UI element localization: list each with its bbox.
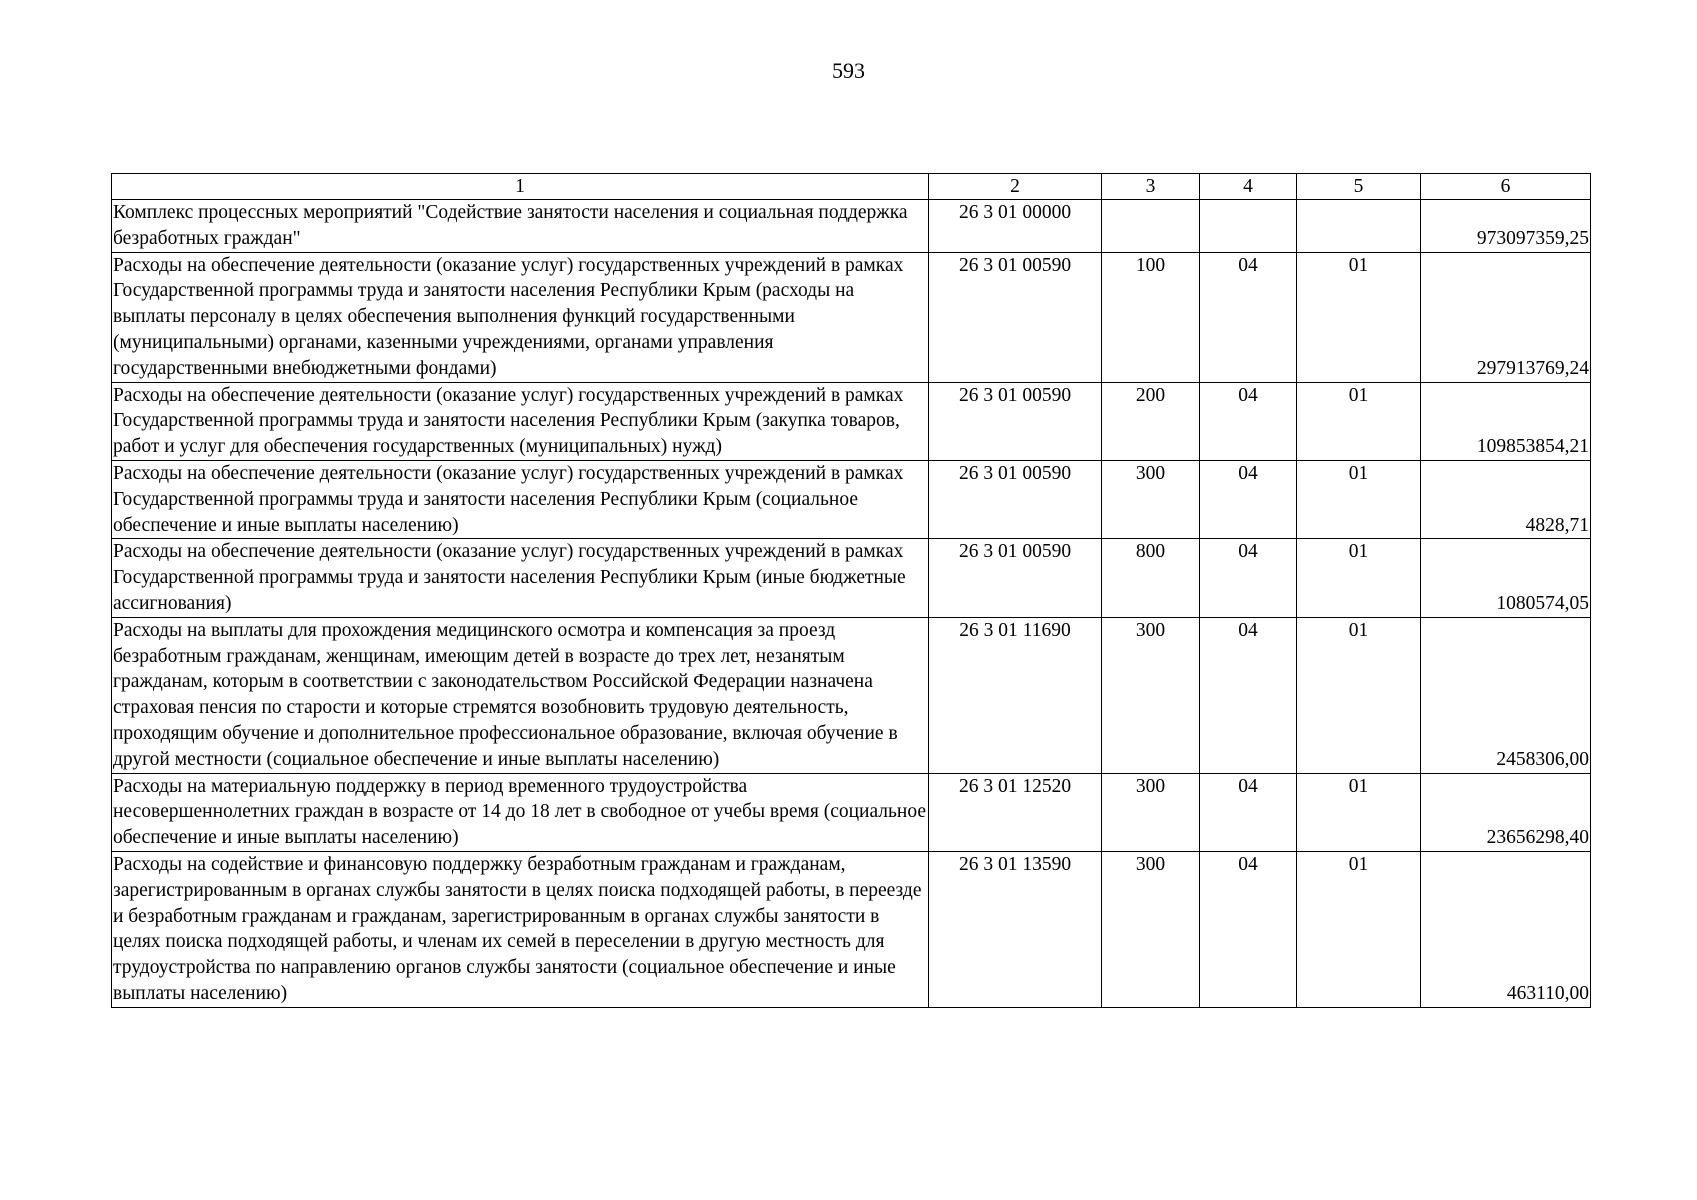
row-name-cell: Расходы на материальную поддержку в период временного трудоустройства несовершеннолетних граждан в возрасте от 14 до 18 лет в свободное от учебы время (социальное обеспечение и иные выплаты населению) — [112, 773, 929, 851]
row-amount-cell: 297913769,24 — [1421, 252, 1591, 382]
row-expense-type-cell: 100 — [1102, 252, 1200, 382]
row-section-cell: 04 — [1200, 539, 1297, 617]
row-code-cell: 26 3 01 00590 — [929, 460, 1102, 538]
table-row — [112, 851, 1591, 1007]
header-cell-6: 6 — [1421, 174, 1591, 200]
row-section-cell — [1200, 200, 1297, 253]
row-amount-cell: 109853854,21 — [1421, 382, 1591, 460]
row-name-cell: Расходы на обеспечение деятельности (оказание услуг) государственных учреждений в рамках Государственной программы труда и занятости населения Республики Крым (социальное обеспечение и иные выплаты населению) — [112, 460, 929, 538]
row-expense-type-cell: 300 — [1102, 460, 1200, 538]
row-name-cell: Расходы на обеспечение деятельности (оказание услуг) государственных учреждений в рамках Государственной программы труда и занятости населения Республики Крым (иные бюджетные ассигнования) — [112, 539, 929, 617]
row-section-cell: 04 — [1200, 773, 1297, 851]
row-subsection-cell: 01 — [1297, 539, 1421, 617]
row-amount-cell: 4828,71 — [1421, 460, 1591, 538]
row-code-cell: 26 3 01 12520 — [929, 773, 1102, 851]
row-subsection-cell: 01 — [1297, 773, 1421, 851]
table-header-row — [112, 174, 1591, 200]
table-row — [112, 617, 1591, 773]
table-body — [112, 174, 1591, 1008]
row-section-cell: 04 — [1200, 460, 1297, 538]
table-row — [112, 773, 1591, 851]
row-subsection-cell: 01 — [1297, 382, 1421, 460]
table-row — [112, 252, 1591, 382]
row-subsection-cell: 01 — [1297, 617, 1421, 773]
row-name-cell: Расходы на выплаты для прохождения медицинского осмотра и компенсация за проезд безработным гражданам, женщинам, имеющим детей в возрасте до трех лет, незанятым гражданам, которым в соответствии с законодательством Российской Федерации назначена страховая пенсия по старости и которые стремятся возобновить трудовую деятельность, проходящим обучение и дополнительное профессиональное образование, включая обучение в другой местности (социальное обеспечение и иные выплаты населению) — [112, 617, 929, 773]
row-name-cell: Расходы на обеспечение деятельности (оказание услуг) государственных учреждений в рамках Государственной программы труда и занятости населения Республики Крым (закупка товаров, работ и услуг для обеспечения государственных (муниципальных) нужд) — [112, 382, 929, 460]
row-code-cell: 26 3 01 00000 — [929, 200, 1102, 253]
row-code-cell: 26 3 01 00590 — [929, 539, 1102, 617]
row-subsection-cell: 01 — [1297, 252, 1421, 382]
row-code-cell: 26 3 01 00590 — [929, 252, 1102, 382]
row-expense-type-cell: 300 — [1102, 617, 1200, 773]
row-subsection-cell — [1297, 200, 1421, 253]
header-cell-2: 2 — [929, 174, 1102, 200]
page-number: 593 — [832, 58, 865, 83]
header-cell-4: 4 — [1200, 174, 1297, 200]
row-amount-cell: 2458306,00 — [1421, 617, 1591, 773]
row-code-cell: 26 3 01 11690 — [929, 617, 1102, 773]
table-row — [112, 460, 1591, 538]
row-expense-type-cell — [1102, 200, 1200, 253]
row-name-cell: Расходы на содействие и финансовую поддержку безработным гражданам и гражданам, зарегистрированным в органах службы занятости в целях поиска подходящей работы, в переезде и безработным гражданам и гражданам, зарегистрированным в органах службы занятости в целях поиска подходящей работы, и членам их семей в переселении в другую местность для трудоустройства по направлению органов службы занятости (социальное обеспечение и иные выплаты населению) — [112, 851, 929, 1007]
row-section-cell: 04 — [1200, 252, 1297, 382]
row-section-cell: 04 — [1200, 617, 1297, 773]
row-section-cell: 04 — [1200, 382, 1297, 460]
table-row — [112, 382, 1591, 460]
row-code-cell: 26 3 01 00590 — [929, 382, 1102, 460]
row-subsection-cell: 01 — [1297, 851, 1421, 1007]
row-expense-type-cell: 800 — [1102, 539, 1200, 617]
row-expense-type-cell: 300 — [1102, 773, 1200, 851]
row-section-cell: 04 — [1200, 851, 1297, 1007]
row-amount-cell: 463110,00 — [1421, 851, 1591, 1007]
row-expense-type-cell: 200 — [1102, 382, 1200, 460]
row-name-cell: Комплекс процессных мероприятий "Содействие занятости населения и социальная поддержка безработных граждан" — [112, 200, 929, 253]
row-amount-cell: 1080574,05 — [1421, 539, 1591, 617]
header-cell-3: 3 — [1102, 174, 1200, 200]
header-cell-1: 1 — [112, 174, 929, 200]
row-amount-cell: 23656298,40 — [1421, 773, 1591, 851]
row-amount-cell: 973097359,25 — [1421, 200, 1591, 253]
row-expense-type-cell: 300 — [1102, 851, 1200, 1007]
row-code-cell: 26 3 01 13590 — [929, 851, 1102, 1007]
budget-table — [111, 173, 1591, 1008]
row-subsection-cell: 01 — [1297, 460, 1421, 538]
header-cell-5: 5 — [1297, 174, 1421, 200]
row-name-cell: Расходы на обеспечение деятельности (оказание услуг) государственных учреждений в рамках Государственной программы труда и занятости населения Республики Крым (расходы на выплаты персоналу в целях обеспечения выполнения функций государственными (муниципальными) органами, казенными учреждениями, органами управления государственными внебюджетными фондами) — [112, 252, 929, 382]
table-row — [112, 200, 1591, 253]
table-row — [112, 539, 1591, 617]
